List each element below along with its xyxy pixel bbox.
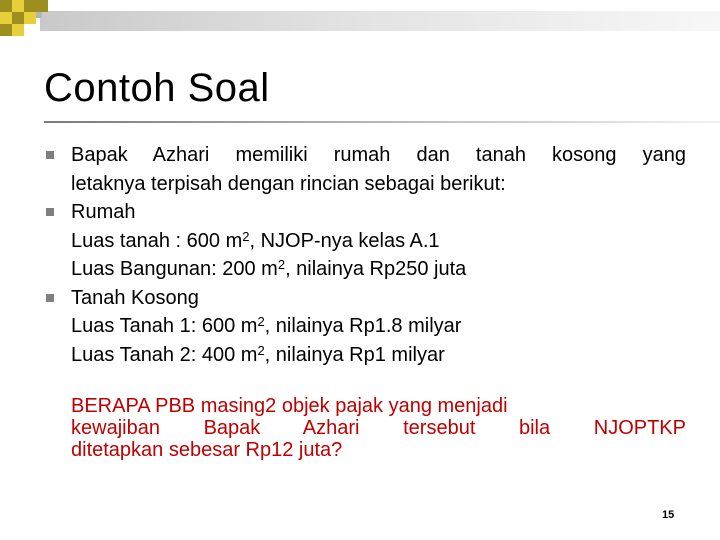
deco-square [12,24,24,36]
slide-title: Contoh Soal [44,66,270,110]
deco-square [12,0,24,12]
bullet-marker [46,208,54,216]
header-gradient-bar [40,11,720,31]
question-line: ditetapkan sebesar Rp12 juta? [71,439,343,461]
deco-square [0,24,12,36]
question-line: BERAPA PBB masing2 objek pajak yang menjadi [71,395,508,417]
bullet-heading: Rumah [71,198,686,227]
bullet-text-line: letaknya terpisah dengan rincian sebagai berikut: [71,172,506,195]
bullet-marker [46,151,54,159]
bullet-text-line: Bapak Azhari memiliki rumah dan tanah kosong yang [71,141,686,170]
slide-content [71,141,686,369]
page-number: 15 [662,509,675,521]
deco-square [24,0,36,12]
bullet-heading: Tanah Kosong [71,284,686,313]
deco-square [24,12,36,24]
deco-square [12,12,24,24]
bullet-marker [46,294,54,302]
deco-square [36,12,42,18]
deco-square [0,12,12,24]
detail-line-tanah-1: Luas Tanah 1: 600 $m^2$, nilainya Rp1.8 milyar [71,314,462,337]
question-text [71,395,686,461]
question-line: kewajiban Bapak Azhari tersebut bila NJOPTKP [71,417,686,439]
detail-line-luas-tanah: Luas tanah : 600 $m^2$, NJOP-nya kelas A.1 [71,228,440,252]
title-underline [44,121,720,123]
deco-square [36,0,48,12]
detail-line-tanah-2: Luas Tanah 2: 400 $m^2$, nilainya Rp1 milyar [71,342,445,366]
deco-square [0,0,12,12]
detail-line-luas-bangunan: Luas Bangunan: 200 $m^2$, nilainya Rp250 juta [71,257,467,280]
header-decoration [0,0,720,40]
